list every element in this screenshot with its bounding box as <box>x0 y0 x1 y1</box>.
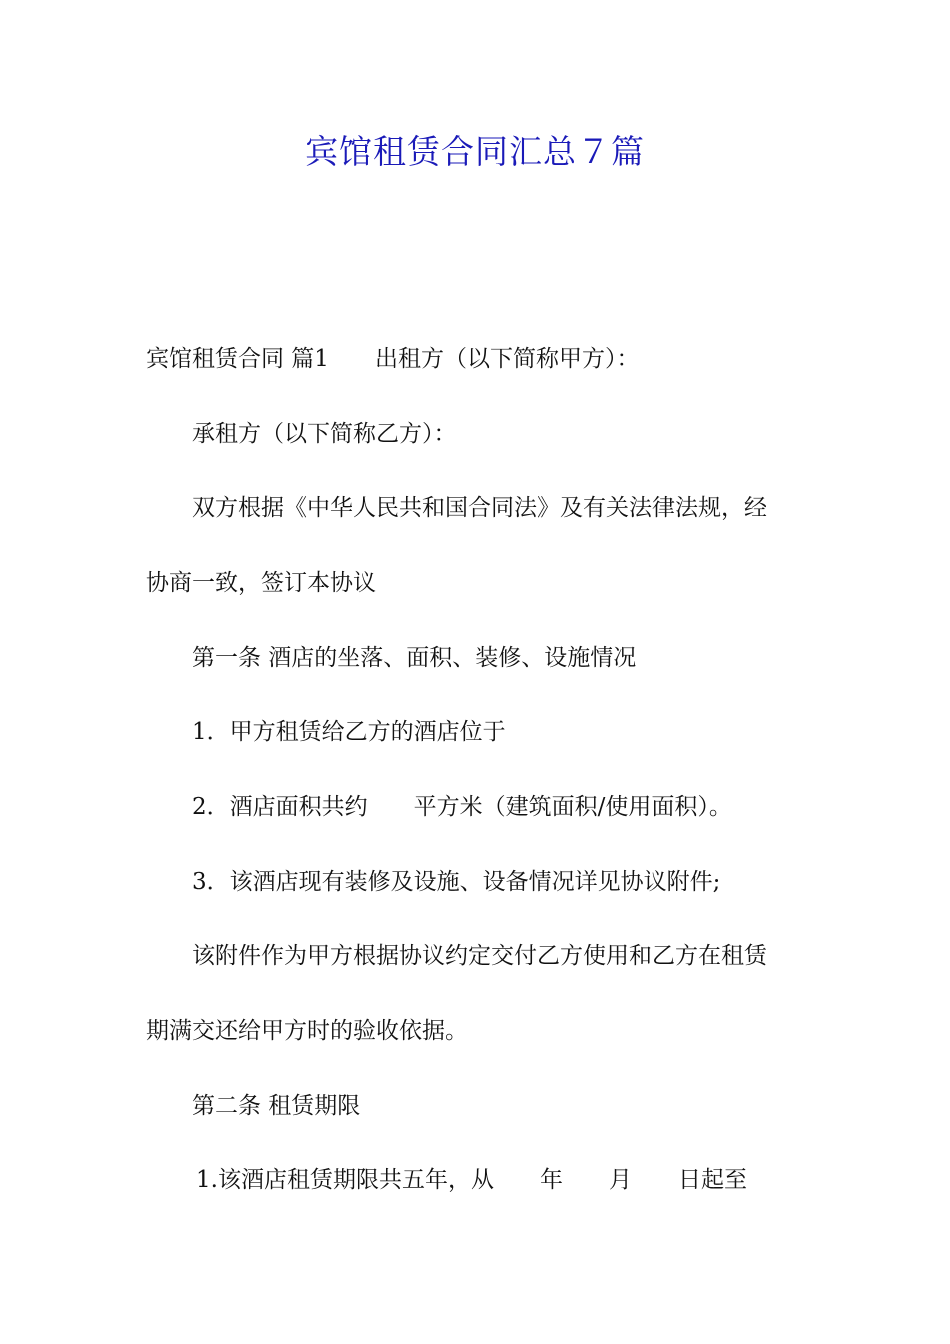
lessee-line: 承租方（以下简称乙方）： <box>192 421 457 447</box>
article-2-heading: 第二条 租赁期限 <box>192 1093 361 1119</box>
preamble-line-2: 协商一致，签订本协议 <box>146 570 376 596</box>
article-1-heading: 第一条 酒店的坐落、面积、装修、设施情况 <box>192 645 637 671</box>
article-1-item-1: 1．甲方租赁给乙方的酒店位于 <box>192 719 506 745</box>
annex-line-1: 该附件作为甲方根据协议约定交付乙方使用和乙方在租赁 <box>192 943 767 969</box>
preamble-line-1: 双方根据《中华人民共和国合同法》及有关法律法规，经 <box>192 495 767 521</box>
document-title: 宾馆租赁合同汇总７篇 <box>305 132 645 171</box>
contract-heading-line: 宾馆租赁合同 篇1 出租方（以下简称甲方）： <box>146 346 640 372</box>
article-1-item-2: 2．酒店面积共约 平方米（建筑面积/使用面积）。 <box>192 794 732 820</box>
article-2-item-1: 1.该酒店租赁期限共五年，从 年 月 日起至 <box>196 1167 747 1193</box>
article-1-item-3: 3．该酒店现有装修及设施、设备情况详见协议附件; <box>192 869 721 895</box>
annex-line-2: 期满交还给甲方时的验收依据。 <box>146 1018 468 1044</box>
